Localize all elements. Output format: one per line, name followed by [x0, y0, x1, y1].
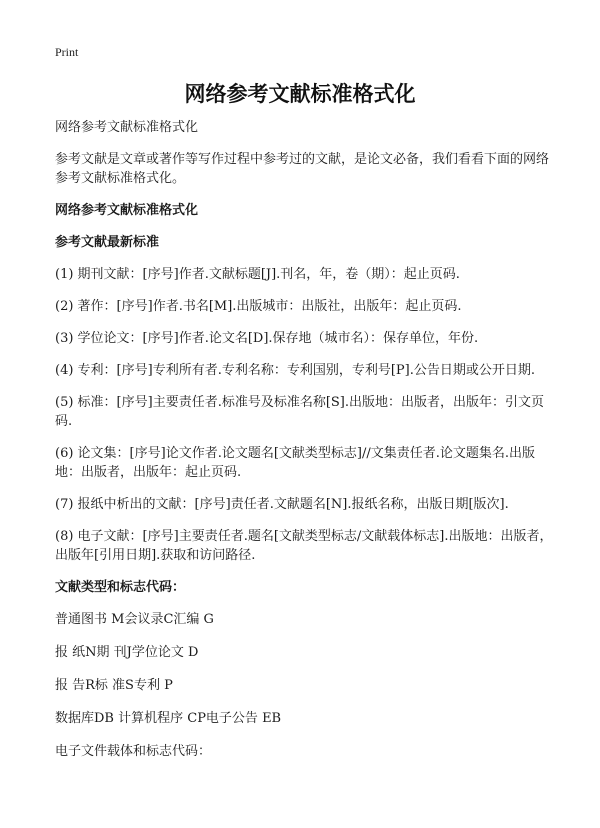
reference-entry-patent: (4) 专利：[序号]专利所有者.专利名称：专利国别，专利号[P].公告日期或公开日期. — [55, 363, 535, 378]
type-code-line: 报 告R标 准S专利 P — [55, 678, 173, 693]
reference-entry-newspaper: (7) 报纸中析出的文献：[序号]责任者.文献题名[N].报纸名称，出版日期[版次]. — [55, 497, 509, 512]
print-link[interactable]: Print — [55, 45, 79, 59]
reference-entry-electronic: (8) 电子文献：[序号]主要责任者.题名[文献类型标志/文献载体标志].出版地：出版者，出版年[引用日期].获取和访问路径. — [55, 529, 553, 563]
reference-entry-journal: (1) 期刊文献：[序号]作者.文献标题[J].刊名，年，卷（期）：起止页码. — [55, 267, 460, 282]
type-code-line: 数据库DB 计算机程序 CP电子公告 EB — [55, 711, 282, 726]
reference-entry-proceedings: (6) 论文集：[序号]论文作者.论文题名[文献类型标志]//文集责任者.论文题集名.出版地：出版者，出版年：起止页码. — [55, 446, 535, 480]
section-heading-type-codes: 文献类型和标志代码： — [55, 580, 186, 595]
section-heading-format: 网络参考文献标准格式化 — [55, 203, 199, 218]
reference-entry-standard: (5) 标准：[序号]主要责任者.标准号及标准名称[S].出版地：出版者，出版年：引文页码. — [55, 395, 545, 429]
section-heading-carrier-codes: 电子文件载体和标志代码： — [55, 744, 212, 759]
page-title: 网络参考文献标准格式化 — [184, 81, 416, 106]
type-code-line: 报 纸N期 刊J学位论文 D — [55, 645, 199, 660]
reference-entry-thesis: (3) 学位论文：[序号]作者.论文名[D].保存地（城市名）：保存单位，年份. — [55, 331, 479, 346]
document-subtitle: 网络参考文献标准格式化 — [55, 120, 199, 135]
type-code-line: 普通图书 M会议录C汇编 G — [55, 612, 214, 627]
intro-paragraph: 参考文献是文章或著作等写作过程中参考过的文献，是论文必备，我们看看下面的网络参考文献标准格式化。 — [55, 152, 550, 186]
section-heading-standard: 参考文献最新标准 — [55, 235, 160, 250]
reference-entry-book: (2) 著作：[序号]作者.书名[M].出版城市：出版社，出版年：起止页码. — [55, 299, 462, 314]
document-body — [55, 118, 555, 775]
